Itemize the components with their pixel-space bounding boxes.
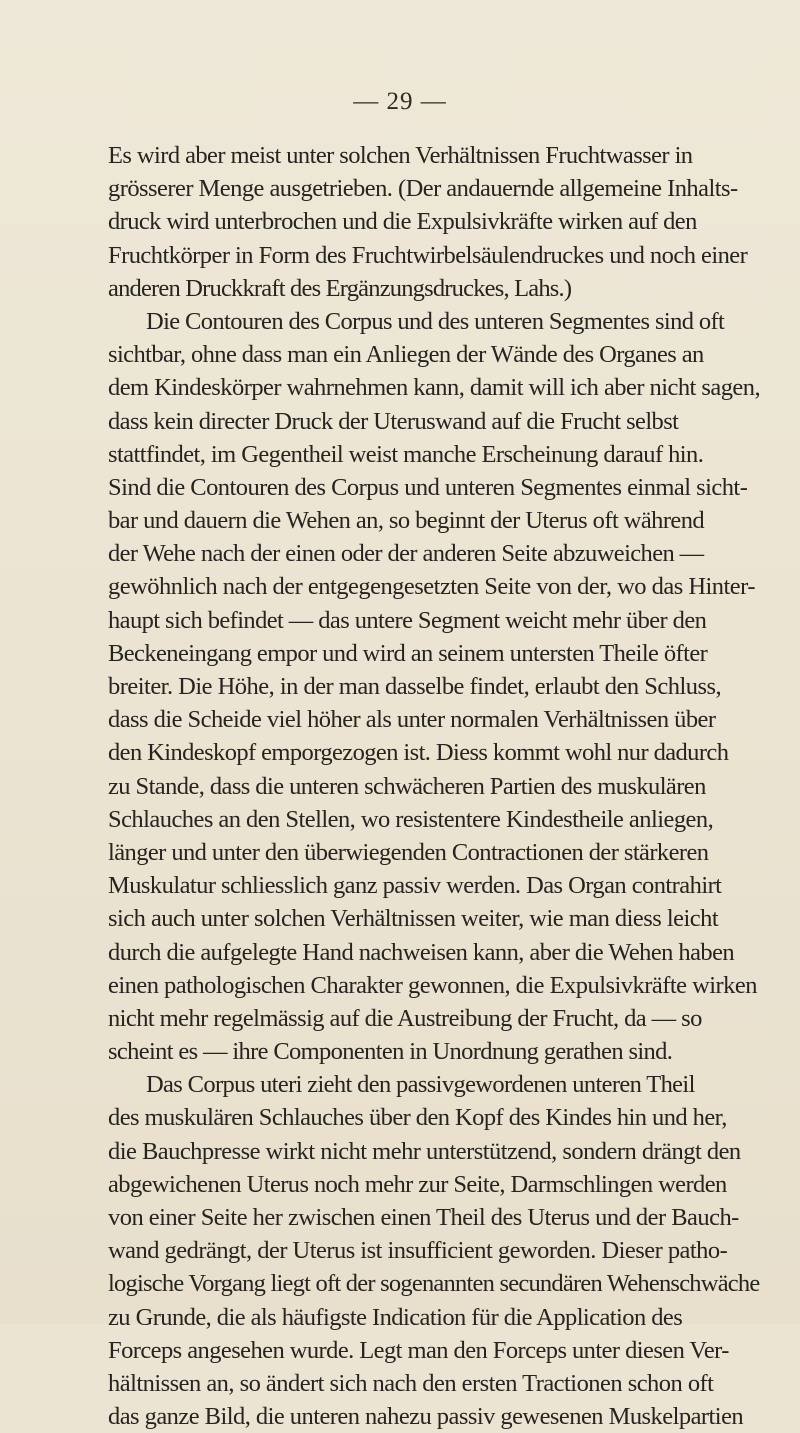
- text-line: zu Grunde, die als häufigste Indication für die Application des: [108, 1303, 683, 1331]
- text-line: sich auch unter solchen Verhältnissen weiter, wie man diess leicht: [108, 905, 719, 933]
- text-line: dem Kindeskörper wahrnehmen kann, damit will ich aber nicht sagen,: [108, 374, 761, 402]
- text-line: wand gedrängt, der Uterus ist insufficient geworden. Dieser patho-: [108, 1237, 728, 1265]
- text-line: nicht mehr regelmässig auf die Austreibung der Frucht, da — so: [108, 1004, 702, 1032]
- text-line: die Bauchpresse wirkt nicht mehr unterstützend, sondern drängt den: [108, 1137, 741, 1165]
- page-number: — 29 —: [353, 88, 447, 115]
- text-line: das ganze Bild, die unteren nahezu passiv gewesenen Muskelpartien: [108, 1403, 744, 1431]
- text-line: logische Vorgang liegt oft der sogenannten secundären Wehenschwäche: [108, 1270, 760, 1298]
- text-line: einen pathologischen Charakter gewonnen, die Expulsivkräfte wirken: [108, 971, 757, 999]
- text-line: grösserer Menge ausgetrieben. (Der andauernde allgemeine Inhalts-: [108, 175, 738, 203]
- text-line: sichtbar, ohne dass man ein Anliegen der Wände des Organes an: [108, 341, 704, 369]
- text-line: des muskulären Schlauches über den Kopf des Kindes hin und her,: [108, 1104, 727, 1132]
- text-line: dass die Scheide viel höher als unter normalen Verhältnissen über: [108, 706, 716, 734]
- text-line: von einer Seite her zwischen einen Theil des Uterus und der Bauch-: [108, 1204, 739, 1231]
- text-line: den Kindeskopf emporgezogen ist. Diess kommt wohl nur dadurch: [108, 739, 729, 767]
- text-line: bar und dauern die Wehen an, so beginnt der Uterus oft während: [108, 507, 705, 535]
- text-line: dass kein directer Druck der Uteruswand auf die Frucht selbst: [108, 407, 679, 435]
- text-line: Fruchtkörper in Form des Fruchtwirbelsäulendruckes und noch einer: [108, 241, 748, 269]
- text-line: Forceps angesehen wurde. Legt man den Forceps unter diesen Ver-: [108, 1336, 729, 1364]
- text-line: abgewichenen Uterus noch mehr zur Seite, Darmschlingen werden: [108, 1170, 727, 1198]
- text-line: hältnissen an, so ändert sich nach den ersten Tractionen schon oft: [108, 1369, 714, 1397]
- text-line: druck wird unterbrochen und die Expulsivkräfte wirken auf den: [108, 208, 697, 236]
- text-line: durch die aufgelegte Hand nachweisen kann, aber die Wehen haben: [108, 938, 735, 966]
- text-line: Schlauches an den Stellen, wo resistentere Kindestheile anliegen,: [108, 805, 714, 833]
- text-line: Es wird aber meist unter solchen Verhältnissen Fruchtwasser in: [108, 142, 693, 169]
- text-line: Sind die Contouren des Corpus und unteren Segmentes einmal sicht-: [108, 473, 748, 501]
- text-line: scheint es — ihre Componenten in Unordnung gerathen sind.: [108, 1038, 673, 1066]
- body-text: [108, 139, 800, 1433]
- text-line: zu Stande, dass die unteren schwächeren Partien des muskulären: [108, 772, 706, 800]
- text-line: Die Contouren des Corpus und des unteren Segmentes sind oft: [146, 307, 725, 335]
- text-line: Muskulatur schliesslich ganz passiv werden. Das Organ contrahirt: [108, 872, 722, 900]
- text-line: gewöhnlich nach der entgegengesetzten Seite von der, wo das Hinter-: [108, 573, 755, 601]
- text-line: haupt sich befindet — das untere Segment weicht mehr über den: [108, 606, 707, 634]
- text-line: länger und unter den überwiegenden Contractionen der stärkeren: [108, 838, 709, 866]
- text-line: anderen Druckkraft des Ergänzungsdruckes, Lahs.): [108, 274, 572, 302]
- text-line: breiter. Die Höhe, in der man dasselbe findet, erlaubt den Schluss,: [108, 673, 722, 700]
- text-line: Das Corpus uteri zieht den passivgewordenen unteren Theil: [146, 1071, 695, 1099]
- text-line: der Wehe nach der einen oder der anderen Seite abzuweichen —: [108, 540, 704, 568]
- text-line: Beckeneingang empor und wird an seinem untersten Theile öfter: [108, 639, 708, 667]
- text-line: stattfindet, im Gegentheil weist manche Erscheinung darauf hin.: [108, 440, 704, 468]
